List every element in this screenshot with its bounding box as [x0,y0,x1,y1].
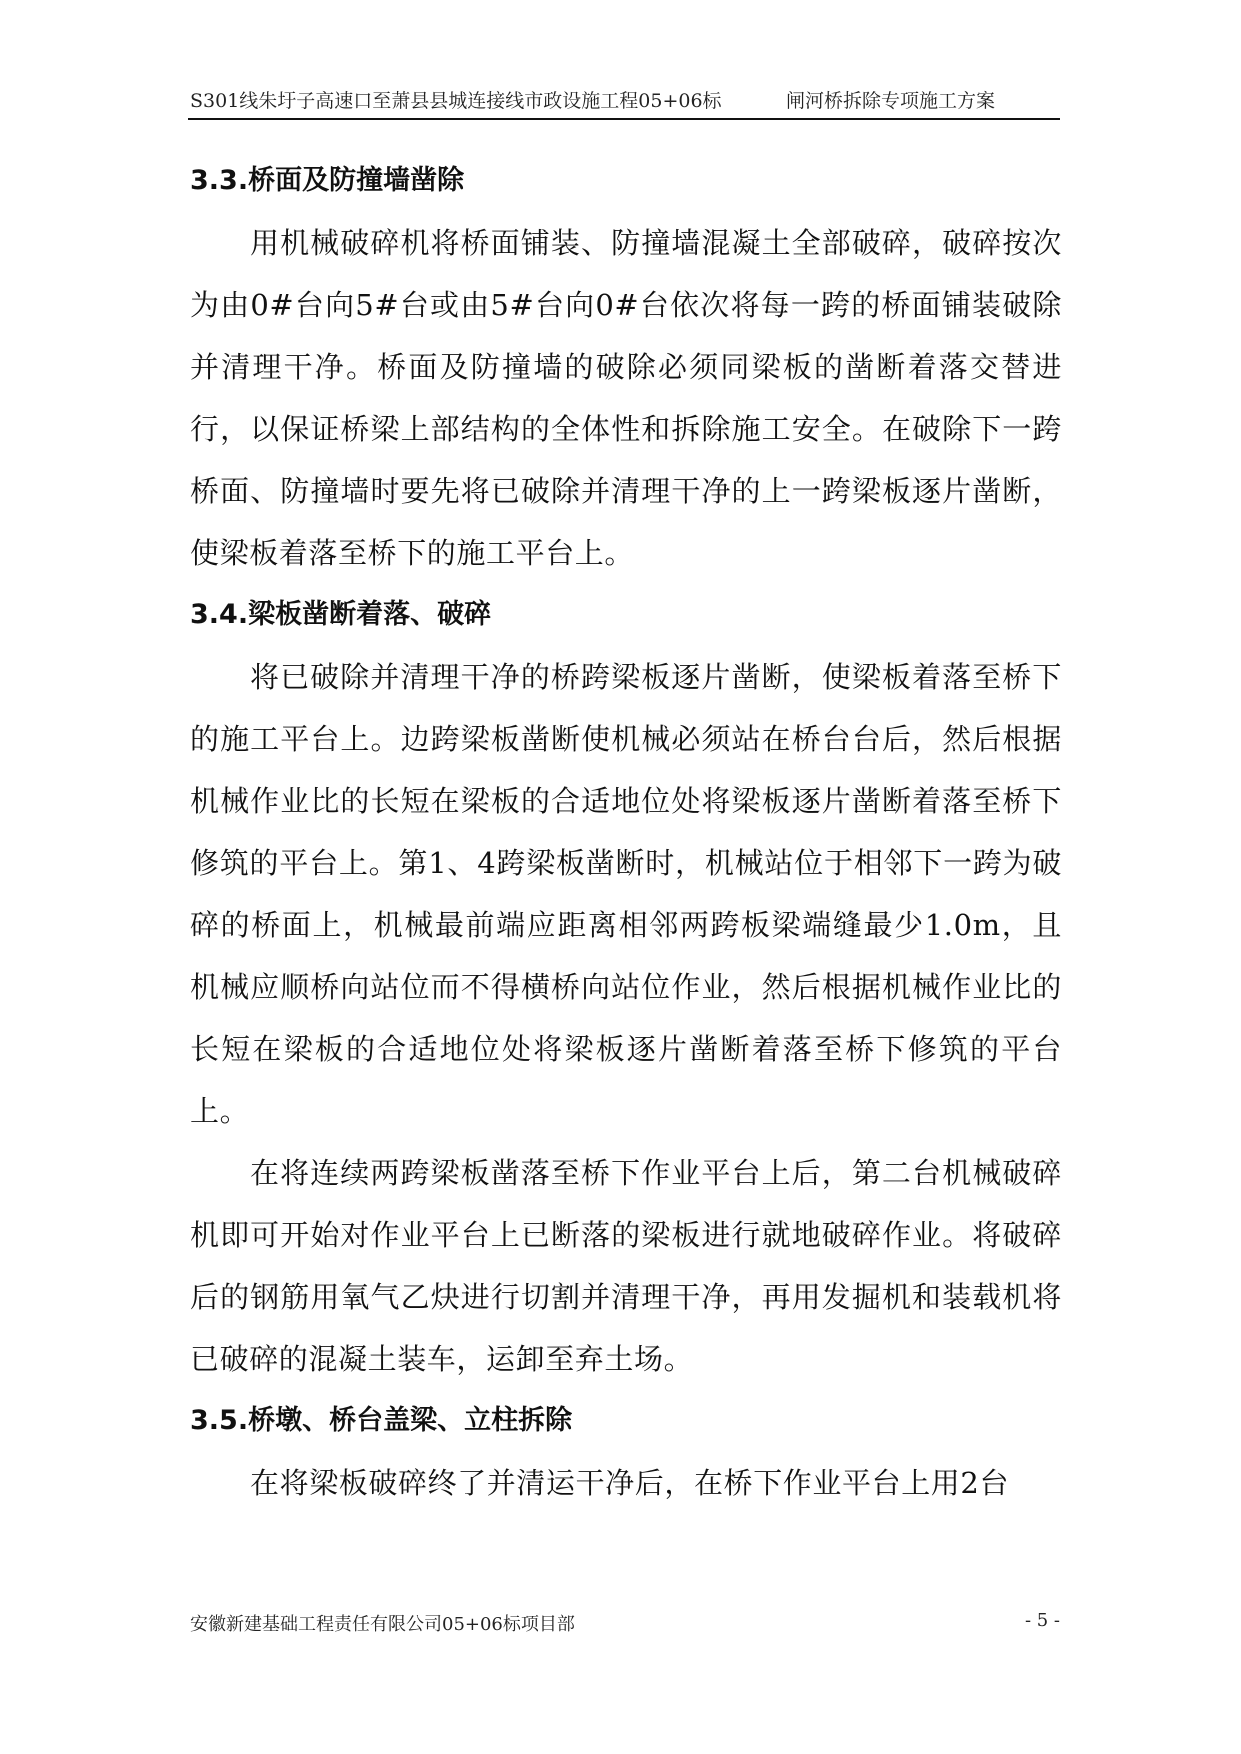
header-project-title: S301线朱圩子高速口至萧县县城连接线市政设施工程05+06标 [190,90,722,112]
paragraph: 在将连续两跨梁板凿落至桥下作业平台上后，第二台机械破碎机即可开始对作业平台上已断落的梁板进行就地破碎作业。将破碎后的钢筋用氧气乙炔进行切割并清理干净，再用发掘机和装载机将已破碎的混凝土装车，运卸至弃土场。 [190,1156,1062,1376]
section-heading: 3.5.桥墩、桥台盖梁、立柱拆除 [190,1405,573,1436]
paragraph: 将已破除并清理干净的桥跨梁板逐片凿断，使梁板着落至桥下的施工平台上。边跨梁板凿断使机械必须站在桥台台后，然后根据机械作业比的长短在梁板的合适地位处将梁板逐片凿断着落至桥下修筑的平台上。第1、4跨梁板凿断时，机械站位于相邻下一跨为破碎的桥面上，机械最前端应距离相邻两跨板梁端缝最少1.0m，且机械应顺桥向站位而不得横桥向站位作业，然后根据机械作业比的长短在梁板的合适地位处将梁板逐片凿断着落至桥下修筑的平台上。 [190,660,1062,1128]
section-3-4 [190,598,1062,1390]
paragraph: 在将梁板破碎终了并清运干净后，在桥下作业平台上用2台 [250,1466,1010,1500]
document-body [190,150,1062,1514]
page-header [188,84,1060,120]
header-document-title: 闸河桥拆除专项施工方案 [786,90,996,112]
section-heading: 3.3.桥面及防撞墙凿除 [190,165,465,196]
section-3-3 [190,164,1062,584]
section-3-5 [190,1404,1062,1514]
page-number: - 5 - [1024,1610,1060,1631]
footer-company: 安徽新建基础工程责任有限公司05+06标项目部 [190,1614,575,1635]
paragraph: 用机械破碎机将桥面铺装、防撞墙混凝土全部破碎，破碎按次为由0#台向5#台或由5#台向0#台依次将每一跨的桥面铺装破除并清理干净。桥面及防撞墙的破除必须同梁板的凿断着落交替进行，以保证桥梁上部结构的全体性和拆除施工安全。在破除下一跨桥面、防撞墙时要先将已破除并清理干净的上一跨梁板逐片凿断，使梁板着落至桥下的施工平台上。 [190,226,1062,570]
section-heading: 3.4.梁板凿断着落、破碎 [190,599,492,630]
